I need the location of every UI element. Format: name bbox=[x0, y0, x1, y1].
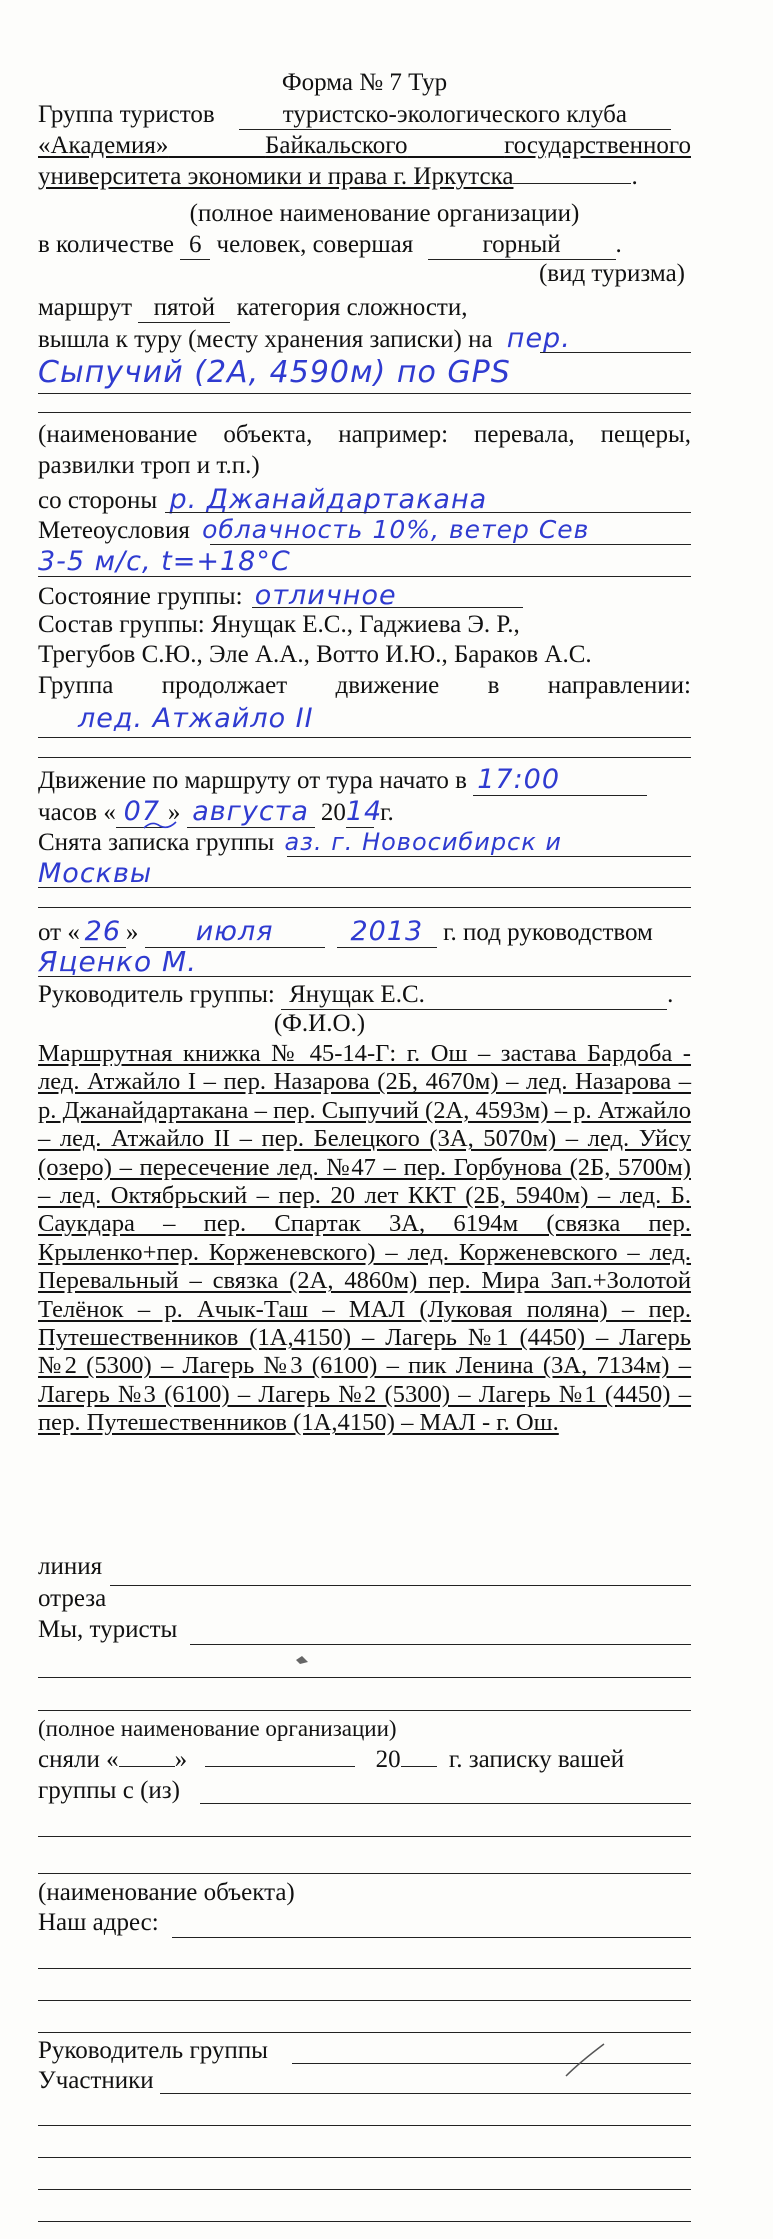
leader-hint bbox=[38, 1009, 691, 1038]
movement-line-1 bbox=[38, 764, 691, 796]
took-year-blank[interactable] bbox=[401, 1746, 437, 1767]
route-category-value: пятой bbox=[153, 294, 216, 321]
members-underline-5 bbox=[38, 2221, 691, 2222]
group-org-blank[interactable] bbox=[513, 163, 631, 184]
movement-year-suffix: г. bbox=[380, 799, 394, 826]
tour-handwritten-1: пер. bbox=[506, 323, 571, 354]
org-hint-line bbox=[38, 1714, 691, 1743]
tour-underline-2 bbox=[38, 393, 691, 394]
tour-hint-text-2: развилки троп и т.п.) bbox=[38, 452, 260, 479]
movement-month-field[interactable] bbox=[187, 796, 315, 828]
side-handwritten[interactable]: р. Джанайдартакана bbox=[169, 484, 488, 515]
removed-handwritten-1[interactable]: аз. г. Новосибирск и bbox=[284, 828, 562, 856]
took-day-blank[interactable] bbox=[119, 1746, 175, 1767]
route-category-field[interactable] bbox=[138, 293, 230, 323]
speck-mark-icon bbox=[290, 1650, 320, 1670]
weather-line bbox=[38, 515, 691, 545]
removed-handwritten-2[interactable]: Москвы bbox=[38, 858, 153, 889]
cutline-text-1: линия bbox=[38, 1553, 103, 1580]
bottom-leader-underline bbox=[292, 2063, 691, 2064]
from-month-value: июля bbox=[195, 916, 274, 947]
org-hint-text: (полное наименование организации) bbox=[38, 1716, 397, 1741]
took-prefix: сняли « bbox=[38, 1746, 119, 1773]
members-underline-4 bbox=[38, 2189, 691, 2190]
direction-word-5: направлении: bbox=[547, 672, 691, 699]
direction-word-2: продолжает bbox=[161, 672, 288, 699]
from-quote-close: » bbox=[125, 919, 139, 946]
group-org-text-3: университета экономики и права г. Иркутска bbox=[38, 163, 514, 190]
bottom-leader-label: Руководитель группы bbox=[38, 2037, 268, 2064]
address-label: Наш адрес: bbox=[38, 1909, 159, 1936]
removed-underline-3 bbox=[38, 907, 691, 908]
tour-label: вышла к туру (месту хранения записки) на bbox=[38, 326, 493, 353]
group-label: Группа туристов bbox=[38, 101, 215, 128]
members-underline-2 bbox=[38, 2125, 691, 2126]
tourism-type-hint-text: (вид туризма) bbox=[538, 260, 685, 287]
removed-line-2 bbox=[38, 858, 691, 889]
movement-year-prefix: 20 bbox=[320, 799, 346, 826]
weather-underline-2 bbox=[38, 576, 691, 577]
side-label: со стороны bbox=[38, 487, 158, 514]
group-org-text-2a: «Академия» bbox=[38, 132, 169, 159]
took-year-prefix: 20 bbox=[375, 1746, 401, 1773]
count-label: в количестве bbox=[38, 231, 175, 258]
cutline-text-2: отреза bbox=[38, 1585, 107, 1612]
from-prefix: от « bbox=[38, 919, 80, 946]
movement-hours-label: часов « bbox=[38, 799, 116, 826]
movement-year-value: 14 bbox=[345, 796, 383, 827]
route-category-suffix: категория сложности, bbox=[236, 294, 468, 321]
from-suffix: г. под руководством bbox=[443, 919, 653, 946]
we-underline-3 bbox=[38, 1710, 691, 1711]
tour-hint-1 bbox=[38, 420, 691, 449]
count-value: 6 bbox=[189, 231, 202, 258]
quote-mark-icon bbox=[140, 818, 200, 832]
members-underline-3 bbox=[38, 2157, 691, 2158]
count-end: . bbox=[615, 231, 622, 258]
movement-label: Движение по маршруту от тура начато в bbox=[38, 767, 467, 794]
tour-hint-2 bbox=[38, 451, 691, 480]
condition-underline bbox=[252, 607, 523, 608]
group-line-2 bbox=[38, 131, 691, 160]
movement-time-field[interactable] bbox=[473, 764, 647, 796]
direction-line bbox=[38, 671, 691, 700]
address-underline-1 bbox=[172, 1937, 691, 1938]
took-suffix: г. записку вашей bbox=[448, 1746, 625, 1773]
from-year-value: 2013 bbox=[350, 916, 424, 947]
removed-label: Снята записка группы bbox=[38, 829, 275, 856]
obj-hint-line bbox=[38, 1878, 691, 1907]
condition-label: Состояние группы: bbox=[38, 583, 243, 610]
pen-stroke-icon bbox=[560, 2040, 610, 2080]
tourism-type-value: горный bbox=[482, 231, 561, 258]
group-org-hint bbox=[38, 199, 691, 228]
from-month-field[interactable] bbox=[145, 916, 325, 948]
movement-line-2 bbox=[38, 796, 691, 828]
group-from-line bbox=[38, 1776, 691, 1805]
tour-underline-1 bbox=[540, 352, 691, 353]
side-line bbox=[38, 484, 691, 515]
group-org-text-1: туристско-экологического клуба bbox=[282, 101, 627, 128]
leader-line bbox=[38, 980, 691, 1010]
group-line-1 bbox=[38, 100, 691, 130]
direction-word-3: движение bbox=[335, 672, 440, 699]
movement-month-value: августа bbox=[192, 796, 309, 827]
route-book-text: Маршрутная книжка № 45-14-Г: г. Ош – застава Бардоба - лед. Атжайло I – пер. Назарова (2Б, 4670м) – лед. Назарова – р. Джанайдартакана – пер. Сыпучий (2А, 4593м) – р. Атжайло – лед. Атжайло II – пер. Белецкого (3А, 5070м) – лед. Уйсу (озеро) – пересечение лед. №47 – пер. Горбунова (2Б, 5700м) – лед. Октябрьский – пер. 20 лет ККТ (2Б, 5940м) – лед. Б. Саукдара – пер. Спартак 3А, 6194м (связка пер. Крыленко+пер. Корженевского) – лед. Корженевского – лед. Перевальный – связка (2А, 4860м) пер. Мира Зап.+Золотой Телёнок – р. Ачык-Таш – МАЛ (Луковая поляна) – пер. Путешественников (1А,4150) – Лагерь №1 (4450) – Лагерь №2 (5300) – Лагерь №3 (6100) – пик Ленина (3А, 7134м) – Лагерь №3 (6100) – Лагерь №2 (5300) – Лагерь №1 (4450) – пер. Путешественников (1А,4150) – МАЛ - г. Ош. bbox=[38, 1040, 691, 1437]
direction-handwritten[interactable]: лед. Атжайло II bbox=[78, 703, 314, 734]
tour-underline-3 bbox=[38, 412, 691, 413]
direction-underline-2 bbox=[38, 757, 691, 758]
side-underline bbox=[165, 512, 691, 513]
members-text-1: Янущак Е.С., Гаджиева Э. Р., bbox=[210, 611, 520, 638]
from-day-value: 26 bbox=[84, 916, 122, 947]
group-org-field-1[interactable] bbox=[239, 100, 671, 130]
address-line bbox=[38, 1908, 691, 1937]
count-mid-text: человек, совершая bbox=[216, 231, 414, 258]
movement-quote-close: » bbox=[167, 799, 181, 826]
group-from-underline-1 bbox=[200, 1803, 691, 1804]
we-label: Мы, туристы bbox=[38, 1616, 178, 1643]
cutline-line-1 bbox=[38, 1552, 691, 1581]
direction-hw-line bbox=[38, 703, 691, 734]
address-underline-3 bbox=[38, 2000, 691, 2001]
count-line bbox=[38, 230, 691, 260]
direction-word-4: в bbox=[487, 672, 500, 699]
bottom-members-label: Участники bbox=[38, 2067, 154, 2094]
we-underline-2 bbox=[38, 1677, 691, 1678]
from-line bbox=[38, 916, 691, 948]
took-quote: » bbox=[174, 1746, 188, 1773]
direction-underline-1 bbox=[38, 737, 691, 738]
tour-hint-text-1: (наименование объекта, например: перевала, пещеры, bbox=[38, 421, 691, 448]
removed-underline-2 bbox=[38, 887, 691, 888]
direction-word-1: Группа bbox=[38, 672, 114, 699]
from-year-field[interactable] bbox=[337, 916, 437, 948]
weather-handwritten-2[interactable]: 3-5 м/с, t=+18°С bbox=[38, 546, 291, 577]
tourism-type-hint bbox=[38, 259, 691, 288]
took-month-blank[interactable] bbox=[205, 1746, 355, 1767]
group-org-text-2b: Байкальского bbox=[265, 132, 408, 159]
removed-underline-1 bbox=[287, 856, 691, 857]
we-line bbox=[38, 1615, 691, 1644]
from-leader-line bbox=[38, 946, 691, 978]
movement-day-value: 07 bbox=[123, 796, 160, 827]
we-underline-1 bbox=[190, 1644, 691, 1645]
from-day-field[interactable] bbox=[80, 916, 126, 948]
cutline-line-2 bbox=[38, 1584, 691, 1613]
from-leader-handwritten[interactable]: Яценко М. bbox=[38, 945, 198, 978]
form-title-text: Форма № 7 Тур bbox=[281, 69, 448, 96]
route-category-line bbox=[38, 293, 691, 323]
took-line bbox=[38, 1745, 691, 1774]
members-label: Состав группы: bbox=[38, 611, 205, 638]
address-underline-2 bbox=[38, 1968, 691, 1969]
tour-line-2 bbox=[38, 356, 691, 391]
group-org-hint-text: (полное наименование организации) bbox=[189, 200, 580, 227]
condition-handwritten[interactable]: отличное bbox=[254, 580, 397, 611]
group-from-underline-3 bbox=[38, 1873, 691, 1874]
leader-hint-text: (Ф.И.О.) bbox=[273, 1010, 366, 1037]
removed-line bbox=[38, 828, 691, 857]
tour-line bbox=[38, 323, 691, 354]
group-org-end: . bbox=[631, 163, 638, 190]
weather-underline-1 bbox=[210, 544, 691, 545]
movement-time-value: 17:00 bbox=[477, 764, 561, 795]
members-underline-1 bbox=[160, 2093, 691, 2094]
group-from-underline-2 bbox=[38, 1836, 691, 1837]
form-title bbox=[38, 68, 691, 97]
leader-label: Руководитель группы: bbox=[38, 981, 275, 1008]
route-book-paragraph bbox=[38, 1040, 691, 1438]
leader-name-value: Янущак Е.С. bbox=[289, 981, 425, 1008]
tourism-type-field[interactable] bbox=[428, 230, 616, 260]
weather-line-2 bbox=[38, 546, 691, 577]
movement-year-field[interactable] bbox=[345, 796, 383, 828]
route-label: маршрут bbox=[38, 294, 133, 321]
members-line-2 bbox=[38, 640, 691, 669]
from-leader-underline bbox=[38, 976, 691, 977]
address-underline-4 bbox=[38, 2032, 691, 2033]
count-field[interactable] bbox=[180, 230, 210, 260]
leader-end: . bbox=[667, 981, 674, 1008]
leader-name-field[interactable] bbox=[281, 980, 667, 1010]
group-line-3 bbox=[38, 162, 691, 191]
tour-handwritten-2[interactable]: Сыпучий (2А, 4590м) по GPS bbox=[38, 355, 511, 390]
group-from-label: группы с (из) bbox=[38, 1777, 180, 1804]
weather-label: Метеоусловия bbox=[38, 517, 190, 544]
members-line-1 bbox=[38, 610, 691, 639]
weather-handwritten-1[interactable]: облачность 10%, ветер Сев bbox=[202, 515, 590, 544]
members-text-2: Трегубов С.Ю., Эле А.А., Вотто И.Ю., Бараков А.С. bbox=[38, 641, 592, 668]
group-org-text-2c: государственного bbox=[504, 132, 691, 159]
obj-hint-text: (наименование объекта) bbox=[38, 1879, 295, 1906]
